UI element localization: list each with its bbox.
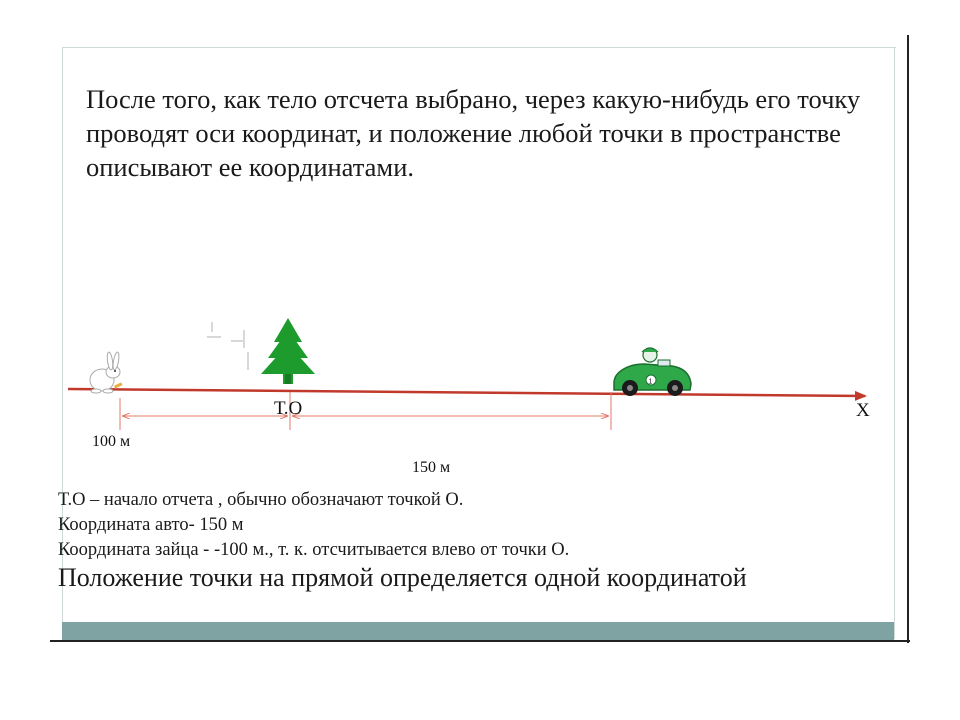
faint-marks <box>207 322 249 370</box>
note-hare-coordinate: Координата зайца - -100 м., т. к. отсчитывается влево от точки О. <box>58 540 570 560</box>
frame-bottom-line <box>50 640 910 642</box>
origin-label: Т.О <box>274 398 303 419</box>
notes-block <box>58 488 888 592</box>
note-origin: Т.О – начало отчета , обычно обозначают точкой О. <box>58 490 464 510</box>
dimension-lines <box>120 392 611 430</box>
frame-bottom-bar <box>62 622 894 640</box>
car-icon <box>614 348 691 396</box>
hare-icon <box>90 352 122 393</box>
hare-distance-label: 100 м <box>92 433 131 450</box>
axis-label: X <box>856 400 870 421</box>
conclusion-text: Положение точки на прямой определяется одной координатой <box>58 563 747 592</box>
svg-text:1: 1 <box>648 378 653 386</box>
car-distance-label: 150 м <box>412 459 451 476</box>
note-car-coordinate: Координата авто- 150 м <box>58 515 244 535</box>
tree-icon <box>261 318 315 384</box>
intro-text: После того, как тело отсчета выбрано, через какую-нибудь его точку проводят оси координат, и положение любой точки в пространстве описывают ее координатами. <box>86 84 861 182</box>
x-axis-line <box>68 389 865 396</box>
